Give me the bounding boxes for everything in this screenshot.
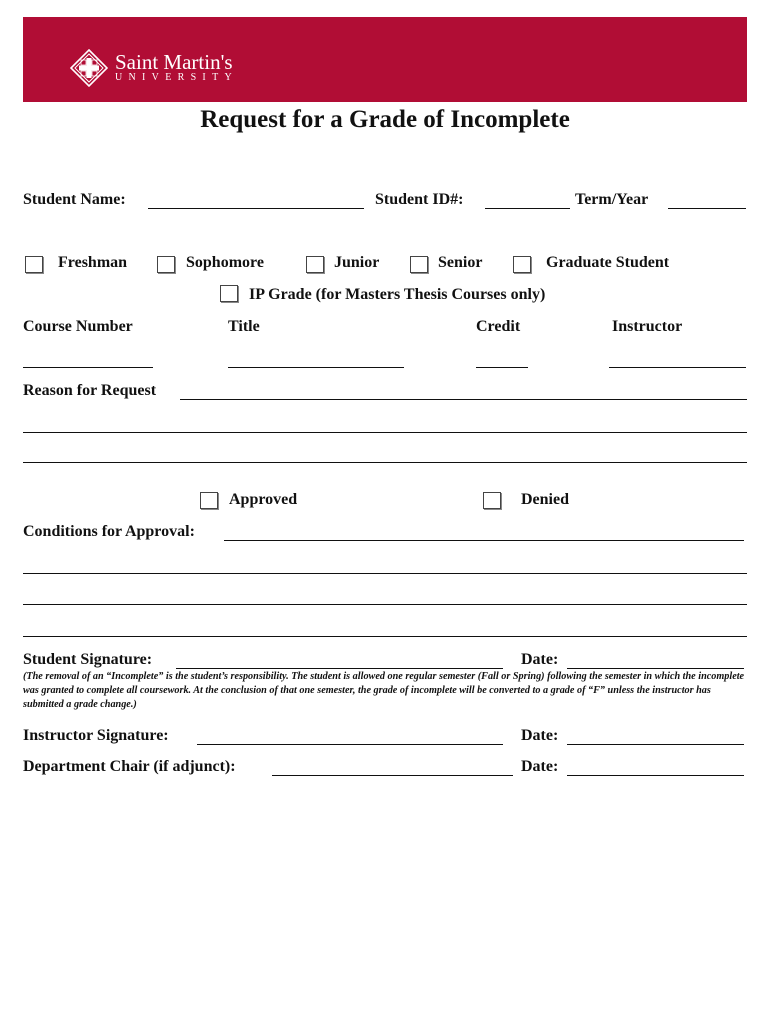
conditions-field-line-4[interactable]	[23, 636, 747, 637]
course-number-field[interactable]	[23, 367, 153, 368]
graduate-student-label: Graduate Student	[546, 254, 670, 271]
freshman-label: Freshman	[58, 254, 128, 271]
reason-field-line-2[interactable]	[23, 432, 747, 433]
student-date-field[interactable]	[567, 668, 744, 669]
graduate-student-checkbox[interactable]	[513, 256, 531, 273]
instructor-field[interactable]	[609, 367, 746, 368]
term-year-field[interactable]	[668, 208, 746, 209]
chair-date-label: Date:	[521, 758, 559, 775]
chair-date-field[interactable]	[567, 775, 744, 776]
junior-checkbox[interactable]	[306, 256, 324, 273]
conditions-field-line-2[interactable]	[23, 573, 747, 574]
instructor-signature-label: Instructor Signature:	[23, 727, 169, 744]
approved-checkbox[interactable]	[200, 492, 218, 509]
credit-field[interactable]	[476, 367, 528, 368]
instructor-date-label: Date:	[521, 727, 559, 744]
approved-label: Approved	[229, 491, 298, 508]
chair-signature-label: Department Chair (if adjunct):	[23, 758, 236, 775]
senior-label: Senior	[438, 254, 483, 271]
course-number-label: Course Number	[23, 318, 133, 335]
course-title-field[interactable]	[228, 367, 404, 368]
reason-label: Reason for Request	[23, 382, 157, 399]
student-signature-field[interactable]	[176, 668, 503, 669]
conditions-field-line-3[interactable]	[23, 604, 747, 605]
student-id-label: Student ID#:	[375, 191, 464, 208]
incomplete-policy-note: (The removal of an “Incomplete” is the student’s responsibility. The student is allowed one regular semester (Fall or Spring) following the semester in which the incomplete was granted to complete all coursework. At the conclusion of that one semester, the grade of incomplete will be converted to a grade of “F” unless the instructor has submitted a grade change.)	[23, 671, 745, 710]
student-signature-label: Student Signature:	[23, 651, 153, 668]
form-title: Request for a Grade of Incomplete	[200, 106, 570, 133]
credit-label: Credit	[476, 318, 521, 335]
reason-field-line-1[interactable]	[180, 399, 747, 400]
logo-subtitle: UNIVERSITY	[115, 72, 238, 83]
denied-label: Denied	[521, 491, 569, 508]
sophomore-label: Sophomore	[186, 254, 264, 271]
term-year-label: Term/Year	[575, 191, 649, 208]
conditions-label: Conditions for Approval:	[23, 523, 195, 540]
sophomore-checkbox[interactable]	[157, 256, 175, 273]
junior-label: Junior	[334, 254, 380, 271]
ip-grade-checkbox[interactable]	[220, 285, 238, 302]
denied-checkbox[interactable]	[483, 492, 501, 509]
freshman-checkbox[interactable]	[25, 256, 43, 273]
student-name-field[interactable]	[148, 208, 364, 209]
student-name-label: Student Name:	[23, 191, 126, 208]
student-date-label: Date:	[521, 651, 559, 668]
university-seal-icon	[70, 49, 108, 87]
reason-field-line-3[interactable]	[23, 462, 747, 463]
instructor-label: Instructor	[612, 318, 683, 335]
logo-name: Saint Martin's	[115, 50, 233, 74]
student-id-field[interactable]	[485, 208, 570, 209]
course-title-label: Title	[228, 318, 260, 335]
instructor-date-field[interactable]	[567, 744, 744, 745]
chair-signature-field[interactable]	[272, 775, 513, 776]
conditions-field-line-1[interactable]	[224, 540, 744, 541]
senior-checkbox[interactable]	[410, 256, 428, 273]
ip-grade-label: IP Grade (for Masters Thesis Courses only)	[249, 286, 546, 303]
instructor-signature-field[interactable]	[197, 744, 503, 745]
